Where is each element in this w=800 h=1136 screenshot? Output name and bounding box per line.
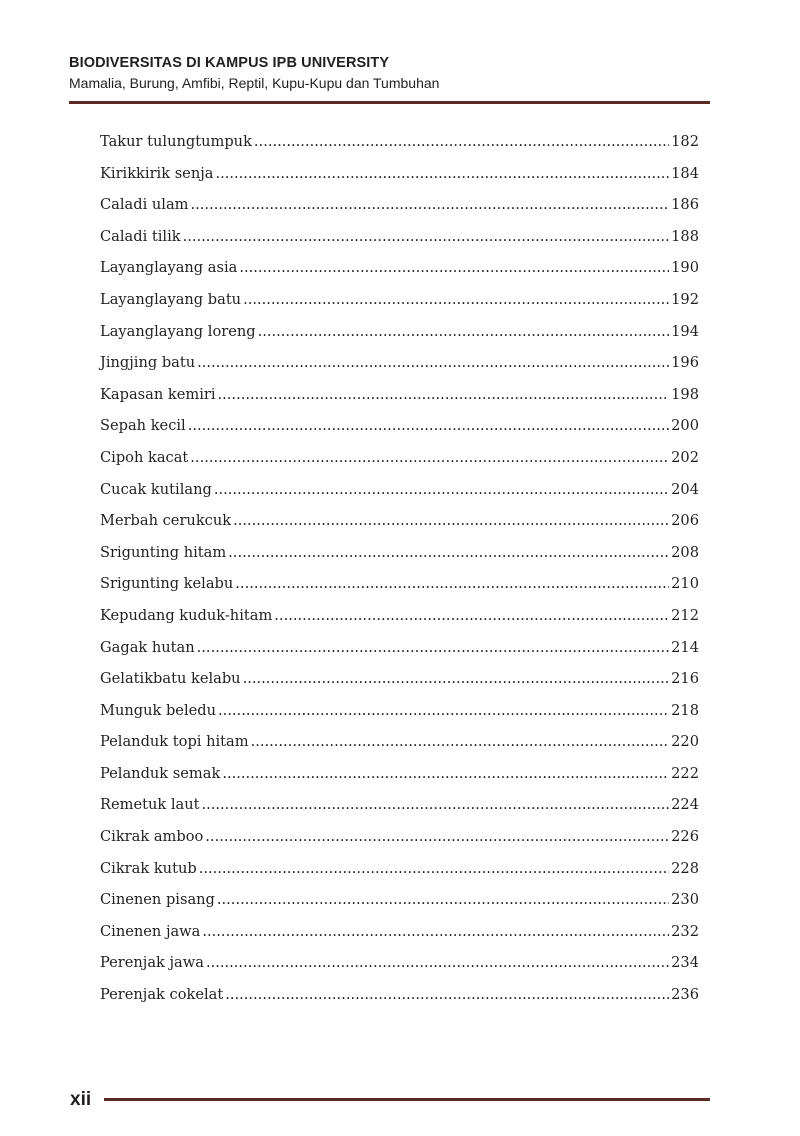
- toc-entry-page: 190: [671, 259, 699, 277]
- toc-entry-page: 216: [671, 670, 699, 688]
- dot-leader: [274, 607, 669, 624]
- toc-entry: [100, 765, 699, 797]
- toc-entry-title: Cinenen pisang: [100, 891, 215, 909]
- toc-entry-page: 210: [671, 575, 699, 593]
- toc-entry: [100, 259, 699, 291]
- toc-entry-page: 220: [671, 733, 699, 751]
- toc-entry-page: 222: [671, 764, 699, 782]
- dot-leader: [215, 165, 669, 182]
- toc-entry-title: Kapasan kemiri: [100, 385, 216, 403]
- toc-entry: [100, 323, 699, 355]
- toc-entry-title: Gelatikbatu kelabu: [100, 670, 241, 688]
- toc-entry: [100, 923, 699, 955]
- toc-entry-title: Munguk beledu: [100, 701, 216, 719]
- dot-leader: [251, 733, 670, 750]
- toc-entry: [100, 828, 699, 860]
- table-of-contents: [100, 133, 699, 1018]
- toc-entry-title: Layanglayang loreng: [100, 322, 256, 340]
- toc-entry: [100, 860, 699, 892]
- toc-entry-page: 194: [671, 322, 699, 340]
- toc-entry: [100, 702, 699, 734]
- toc-entry-page: 206: [671, 512, 699, 530]
- toc-entry: [100, 670, 699, 702]
- toc-entry-title: Srigunting hitam: [100, 543, 227, 561]
- dot-leader: [190, 449, 669, 466]
- toc-entry-title: Srigunting kelabu: [100, 575, 234, 593]
- toc-entry-title: Pelanduk semak: [100, 764, 221, 782]
- toc-entry: [100, 417, 699, 449]
- toc-entry-title: Perenjak cokelat: [100, 986, 224, 1004]
- toc-entry-page: 228: [671, 859, 699, 877]
- toc-entry-title: Gagak hutan: [100, 638, 195, 656]
- toc-entry-title: Layanglayang asia: [100, 259, 238, 277]
- toc-entry-page: 236: [671, 986, 699, 1004]
- toc-entry: [100, 891, 699, 923]
- toc-entry-title: Merbah cerukcuk: [100, 512, 232, 530]
- toc-entry: [100, 796, 699, 828]
- dot-leader: [197, 639, 669, 656]
- header-divider: [69, 101, 710, 104]
- toc-entry-page: 192: [671, 290, 699, 308]
- running-header: [69, 54, 710, 92]
- toc-entry: [100, 449, 699, 481]
- toc-entry-page: 212: [671, 606, 699, 624]
- toc-entry: [100, 228, 699, 260]
- dot-leader: [197, 354, 669, 371]
- toc-entry-page: 204: [671, 480, 699, 498]
- dot-leader: [258, 323, 670, 340]
- dot-leader: [233, 512, 669, 529]
- book-title: BIODIVERSITAS DI KAMPUS IPB UNIVERSITY: [69, 55, 390, 71]
- dot-leader: [206, 954, 669, 971]
- dot-leader: [188, 417, 669, 434]
- toc-entry-page: 202: [671, 448, 699, 466]
- dot-leader: [218, 702, 669, 719]
- toc-entry-title: Pelanduk topi hitam: [100, 733, 249, 751]
- dot-leader: [214, 481, 669, 498]
- toc-entry: [100, 575, 699, 607]
- toc-entry: [100, 639, 699, 671]
- dot-leader: [243, 670, 670, 687]
- toc-entry-page: 230: [671, 891, 699, 909]
- toc-entry-title: Remetuk laut: [100, 796, 200, 814]
- toc-entry-title: Cucak kutilang: [100, 480, 212, 498]
- toc-entry: [100, 607, 699, 639]
- toc-entry-page: 208: [671, 543, 699, 561]
- dot-leader: [222, 765, 669, 782]
- page-number: xii: [70, 1089, 92, 1110]
- toc-entry-title: Caladi ulam: [100, 196, 189, 214]
- toc-entry-title: Perenjak jawa: [100, 954, 204, 972]
- toc-entry: [100, 481, 699, 513]
- toc-entry-page: 234: [671, 954, 699, 972]
- toc-entry-title: Kirikkirik senja: [100, 164, 214, 182]
- toc-entry: [100, 954, 699, 986]
- toc-entry-page: 214: [671, 638, 699, 656]
- toc-entry-page: 184: [671, 164, 699, 182]
- toc-entry: [100, 733, 699, 765]
- toc-entry-page: 182: [671, 133, 699, 150]
- dot-leader: [199, 860, 669, 877]
- toc-entry-page: 196: [671, 354, 699, 372]
- toc-entry: [100, 165, 699, 197]
- dot-leader: [201, 796, 669, 813]
- toc-entry-title: Kepudang kuduk-hitam: [100, 606, 273, 624]
- toc-entry: [100, 291, 699, 323]
- toc-entry-page: 226: [671, 828, 699, 846]
- toc-entry-title: Takur tulungtumpuk: [100, 133, 252, 150]
- toc-entry-title: Cikrak kutub: [100, 859, 197, 877]
- dot-leader: [225, 986, 669, 1003]
- toc-entry-title: Sepah kecil: [100, 417, 186, 435]
- toc-entry-page: 188: [671, 227, 699, 245]
- dot-leader: [205, 828, 669, 845]
- toc-entry-page: 186: [671, 196, 699, 214]
- book-subtitle: Mamalia, Burung, Amfibi, Reptil, Kupu-Kupu dan Tumbuhan: [69, 75, 440, 91]
- toc-entry-page: 232: [671, 922, 699, 940]
- toc-entry: [100, 386, 699, 418]
- toc-entry-page: 224: [671, 796, 699, 814]
- toc-entry: [100, 354, 699, 386]
- toc-entry-title: Cikrak amboo: [100, 828, 204, 846]
- toc-entry: [100, 544, 699, 576]
- dot-leader: [254, 133, 669, 150]
- dot-leader: [202, 923, 669, 940]
- dot-leader: [191, 196, 670, 213]
- toc-entry-page: 198: [671, 385, 699, 403]
- dot-leader: [217, 891, 669, 908]
- dot-leader: [239, 259, 669, 276]
- footer-divider: [104, 1098, 710, 1101]
- toc-entry-title: Layanglayang batu: [100, 290, 242, 308]
- toc-entry-title: Caladi tilik: [100, 227, 181, 245]
- toc-entry-page: 218: [671, 701, 699, 719]
- dot-leader: [218, 386, 670, 403]
- dot-leader: [235, 575, 669, 592]
- toc-entry: [100, 133, 699, 165]
- toc-entry-page: 200: [671, 417, 699, 435]
- toc-entry-title: Cinenen jawa: [100, 922, 201, 940]
- dot-leader: [228, 544, 669, 561]
- dot-leader: [243, 291, 669, 308]
- toc-entry: [100, 512, 699, 544]
- toc-entry-title: Jingjing batu: [100, 354, 196, 372]
- toc-entry: [100, 986, 699, 1018]
- dot-leader: [183, 228, 670, 245]
- toc-entry-title: Cipoh kacat: [100, 448, 189, 466]
- toc-entry: [100, 196, 699, 228]
